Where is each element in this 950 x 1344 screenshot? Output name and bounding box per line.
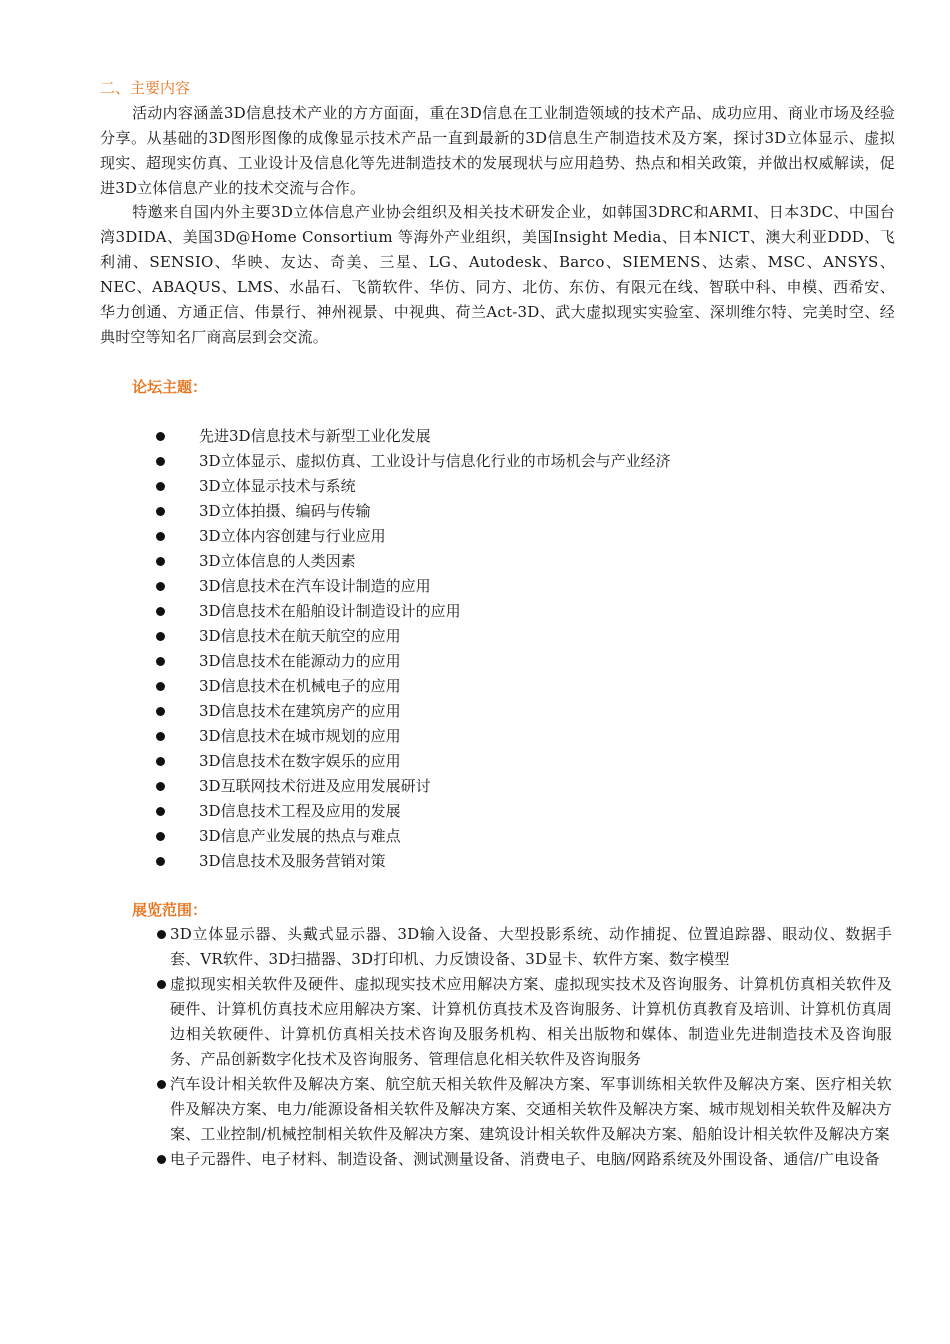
bullet-icon [157, 1080, 166, 1089]
forum-topic-text: 3D信息技术及服务营销对策 [199, 852, 386, 870]
forum-topic-item [0, 524, 950, 549]
forum-topic-text: 3D立体显示、虚拟仿真、工业设计与信息化行业的市场机会与产业经济 [199, 452, 671, 470]
bullet-icon [156, 732, 165, 741]
bullet-icon [156, 707, 165, 716]
bullet-icon [156, 857, 165, 866]
forum-topic-text: 3D信息技术在汽车设计制造的应用 [199, 577, 431, 595]
forum-topic-text: 3D立体内容创建与行业应用 [199, 527, 386, 545]
exhibition-scope-item [0, 972, 950, 1072]
forum-topic-text: 3D信息技术工程及应用的发展 [199, 802, 401, 820]
forum-topic-item [0, 574, 950, 599]
bullet-icon [156, 782, 165, 791]
invited-companies-paragraph-text: 特邀来自国内外主要3D立体信息产业协会组织及相关技术研发企业，如韩国3DRC和ARMI、日本3DC、中国台湾3DIDA、美国3D@Home Consortium 等海外产业组织，美国Insight Media、日本NICT、澳大利亚DDD、飞利浦、SENSIO、华映、友达、奇美、三星、LG、Autodesk、Barco、SIEMENS、达索、MSC、ANSYS、NEC、ABAQUS、LMS、水晶石、飞箭软件、华仿、同方、北仿、东仿、有限元在线、智联中科、申模、西希安、华力创通、方通正信、伟景行、神州视景、中视典、荷兰Act-3D、武大虚拟现实实验室、深圳维尔特、完美时空、经典时空等知名厂商高层到会交流。 [100, 203, 895, 346]
exhibition-scope-text: 电子元器件、电子材料、制造设备、测试测量设备、消费电子、电脑/网路系统及外围设备、通信/广电设备 [170, 1150, 880, 1168]
forum-topic-text: 3D信息技术在船舶设计制造设计的应用 [199, 602, 461, 620]
forum-topic-item [0, 549, 950, 574]
forum-topic-item [0, 724, 950, 749]
bullet-icon [156, 807, 165, 816]
exhibition-scope-text: 虚拟现实相关软件及硬件、虚拟现实技术应用解决方案、虚拟现实技术及咨询服务、计算机仿真相关软件及硬件、计算机仿真技术应用解决方案、计算机仿真技术及咨询服务、计算机仿真教育及培训、计算机仿真周边相关软硬件、计算机仿真相关技术咨询及服务机构、相关出版物和媒体、制造业先进制造技术及咨询服务、产品创新数字化技术及咨询服务、管理信息化相关软件及咨询服务 [170, 975, 892, 1068]
forum-topic-text: 3D立体信息的人类因素 [199, 552, 356, 570]
bullet-icon [156, 557, 165, 566]
forum-topic-item [0, 474, 950, 499]
bullet-icon [156, 657, 165, 666]
forum-topic-item [0, 499, 950, 524]
forum-topic-text: 3D信息技术在城市规划的应用 [199, 727, 401, 745]
forum-topic-item [0, 749, 950, 774]
intro-paragraph [100, 101, 895, 201]
exhibition-scope-text: 3D立体显示器、头戴式显示器、3D输入设备、大型投影系统、动作捕捉、位置追踪器、眼动仪、数据手套、VR软件、3D扫描器、3D打印机、力反馈设备、3D显卡、软件方案、数字模型 [170, 925, 892, 968]
bullet-icon [156, 582, 165, 591]
forum-topic-item [0, 774, 950, 799]
intro-paragraph-text: 活动内容涵盖3D信息技术产业的方方面面，重在3D信息在工业制造领域的技术产品、成功应用、商业市场及经验分享。从基础的3D图形图像的成像显示技术产品一直到最新的3D信息生产制造技术及方案，探讨3D立体显示、虚拟现实、超现实仿真、工业设计及信息化等先进制造技术的发展现状与应用趋势、热点和相关政策，并做出权威解读，促进3D立体信息产业的技术交流与合作。 [100, 104, 895, 197]
forum-topic-text: 3D信息技术在数字娱乐的应用 [199, 752, 401, 770]
forum-topic-text: 3D立体拍摄、编码与传输 [199, 502, 371, 520]
forum-topic-item [0, 599, 950, 624]
forum-topics-list [0, 424, 950, 874]
forum-topic-item [0, 624, 950, 649]
forum-topic-item [0, 824, 950, 849]
forum-topics-heading: 论坛主题： [132, 378, 208, 396]
bullet-icon [156, 832, 165, 841]
forum-topic-item [0, 449, 950, 474]
exhibition-scope-heading: 展览范围： [132, 901, 208, 919]
forum-topic-text: 3D信息技术在机械电子的应用 [199, 677, 401, 695]
bullet-icon [157, 980, 166, 989]
exhibition-scope-item [0, 922, 950, 972]
bullet-icon [156, 757, 165, 766]
forum-topic-item [0, 699, 950, 724]
forum-topic-text: 先进3D信息技术与新型工业化发展 [199, 427, 431, 445]
exhibition-scope-list [0, 922, 950, 1172]
forum-topic-item [0, 649, 950, 674]
bullet-icon [156, 607, 165, 616]
invited-companies-paragraph [100, 200, 895, 350]
forum-topic-item [0, 799, 950, 824]
bullet-icon [157, 1155, 166, 1164]
bullet-icon [156, 457, 165, 466]
bullet-icon [156, 682, 165, 691]
bullet-icon [156, 432, 165, 441]
exhibition-scope-item [0, 1147, 950, 1172]
forum-topic-text: 3D信息技术在航天航空的应用 [199, 627, 401, 645]
forum-topic-text: 3D信息产业发展的热点与难点 [199, 827, 401, 845]
bullet-icon [157, 930, 166, 939]
forum-topic-text: 3D信息技术在能源动力的应用 [199, 652, 401, 670]
forum-topic-item [0, 674, 950, 699]
forum-topic-item [0, 849, 950, 874]
bullet-icon [156, 482, 165, 491]
forum-topic-text: 3D信息技术在建筑房产的应用 [199, 702, 401, 720]
bullet-icon [156, 507, 165, 516]
exhibition-scope-text: 汽车设计相关软件及解决方案、航空航天相关软件及解决方案、军事训练相关软件及解决方案、医疗相关软件及解决方案、电力/能源设备相关软件及解决方案、交通相关软件及解决方案、城市规划相关软件及解决方案、工业控制/机械控制相关软件及解决方案、建筑设计相关软件及解决方案、船舶设计相关软件及解决方案 [170, 1075, 892, 1143]
section-heading: 二、主要内容 [100, 79, 191, 97]
bullet-icon [156, 632, 165, 641]
forum-topic-text: 3D立体显示技术与系统 [199, 477, 356, 495]
forum-topic-item [0, 424, 950, 449]
bullet-icon [156, 532, 165, 541]
exhibition-scope-item [0, 1072, 950, 1147]
forum-topic-text: 3D互联网技术衍进及应用发展研讨 [199, 777, 431, 795]
